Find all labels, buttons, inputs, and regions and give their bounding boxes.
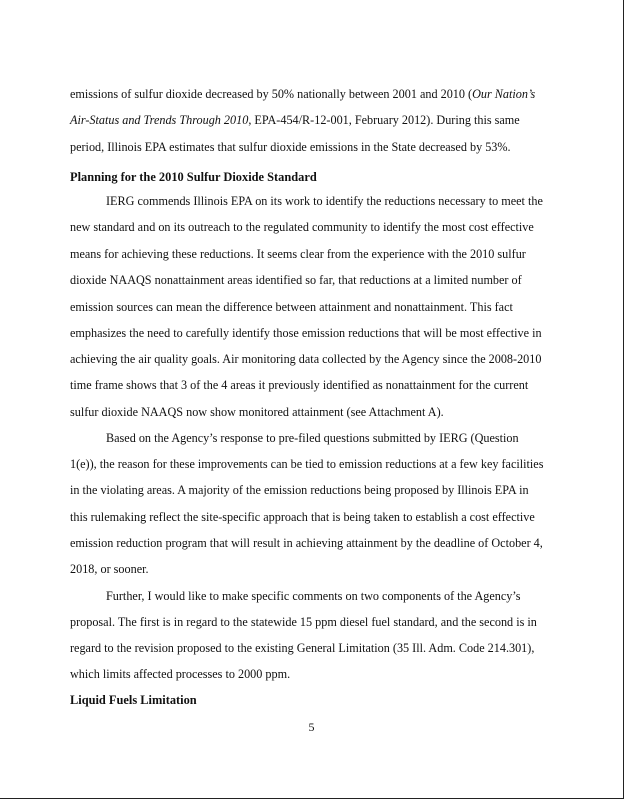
text-line: IERG commends Illinois EPA on its work to identify the reductions necessary to meet the <box>106 194 543 208</box>
text-line: time frame shows that 3 of the 4 areas it previously identified as nonattainment for the current <box>70 378 529 392</box>
text-line: emission sources can mean the difference between attainment and nonattainment. This fact <box>70 300 513 314</box>
text-line: 2018, or sooner. <box>70 562 149 576</box>
text-line: regard to the revision proposed to the existing General Limitation (35 Ill. Adm. Code 214.301), <box>70 641 535 655</box>
text-line: emission reduction program that will result in achieving attainment by the deadline of October 4, <box>70 536 543 550</box>
text-line: which limits affected processes to 2000 ppm. <box>70 667 291 681</box>
text-line: period, Illinois EPA estimates that sulfur dioxide emissions in the State decreased by 53%. <box>70 140 511 154</box>
text-line: this rulemaking reflect the site-specific approach that is being taken to establish a cost effective <box>70 510 535 524</box>
text-line: proposal. The first is in regard to the statewide 15 ppm diesel fuel standard, and the second is in <box>70 615 537 629</box>
text-line: Based on the Agency’s response to pre-filed questions submitted by IERG (Question <box>106 431 519 445</box>
text-line: means for achieving these reductions. It seems clear from the experience with the 2010 sulfur <box>70 247 526 261</box>
section-heading-planning: Planning for the 2010 Sulfur Dioxide Standard <box>70 170 317 184</box>
section-heading-liquid-fuels: Liquid Fuels Limitation <box>70 693 197 707</box>
text-line: 1(e)), the reason for these improvements can be tied to emission reductions at a few key facilities <box>70 457 544 471</box>
text-line: dioxide NAAQS nonattainment areas identified so far, that reductions at a limited number of <box>70 273 522 287</box>
text-line: achieving the air quality goals. Air monitoring data collected by the Agency since the 2008-2010 <box>70 352 542 366</box>
text-line: in the violating areas. A majority of the emission reductions being proposed by Illinois EPA in <box>70 483 529 497</box>
text-line: new standard and on its outreach to the regulated community to identify the most cost effective <box>70 220 534 234</box>
text-line: Air-Status and Trends Through 2010, EPA-454/R-12-001, February 2012). During this same <box>70 113 520 127</box>
text-line: emissions of sulfur dioxide decreased by 50% nationally between 2001 and 2010 (Our Nation’s <box>70 87 536 101</box>
text-line: sulfur dioxide NAAQS now show monitored attainment (see Attachment A). <box>70 405 444 419</box>
text-line: emphasizes the need to carefully identify those emission reductions that will be most effective in <box>70 326 542 340</box>
page-number: 5 <box>308 720 315 734</box>
text-line: Further, I would like to make specific comments on two components of the Agency’s <box>106 589 521 603</box>
